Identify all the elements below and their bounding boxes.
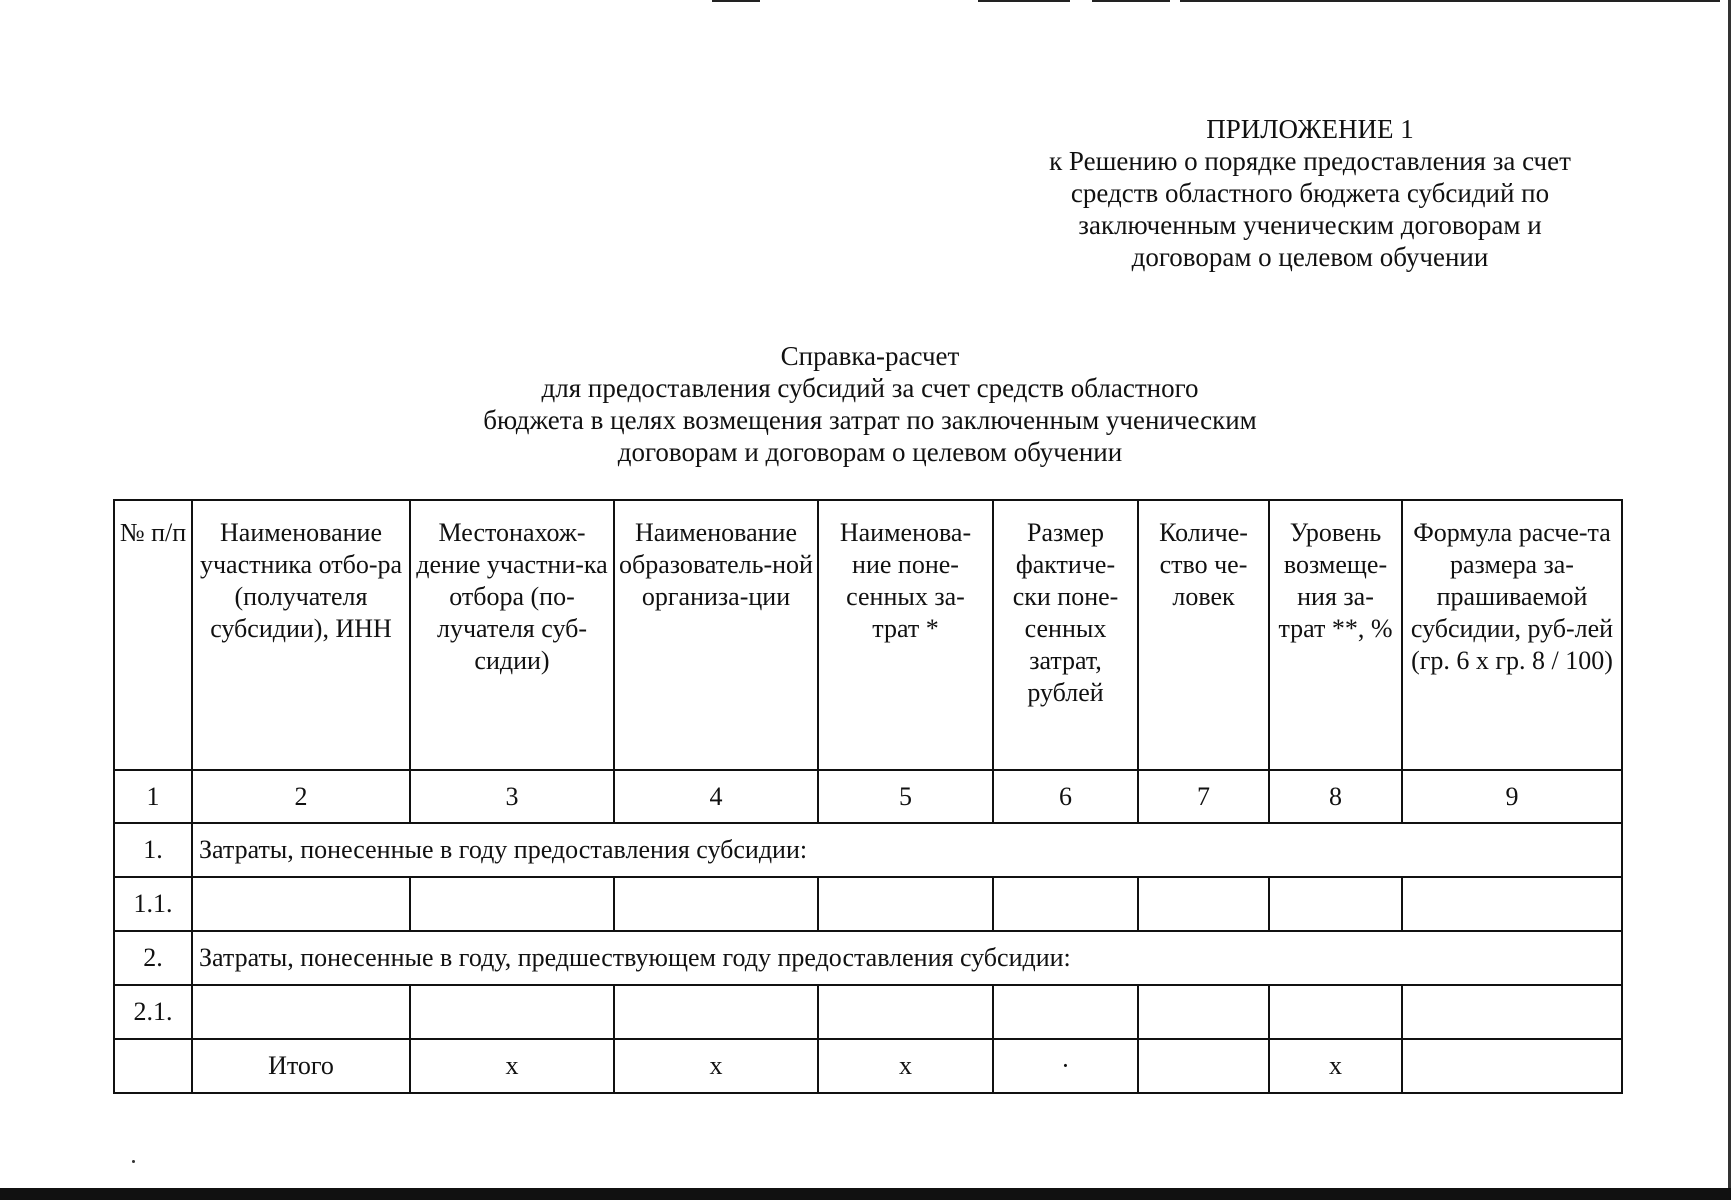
column-number: 8 (1269, 770, 1402, 823)
column-number: 9 (1402, 770, 1622, 823)
table-cell (993, 877, 1138, 931)
appendix-title: ПРИЛОЖЕНИЕ 1 (1206, 114, 1414, 144)
table-cell (614, 877, 818, 931)
table-cell (818, 877, 993, 931)
table-cell (192, 985, 410, 1039)
appendix-line: заключенным ученическим договорам и (1078, 210, 1542, 240)
section-number: 1. (114, 823, 192, 877)
row-number: 2.1. (114, 985, 192, 1039)
total-cell: х (410, 1039, 614, 1093)
total-cell (1138, 1039, 1269, 1093)
table-cell (410, 877, 614, 931)
row-number: 1.1. (114, 877, 192, 931)
column-header: Наименование участника отбо-ра (получателя субсидии), ИНН (192, 500, 410, 770)
total-row (114, 1039, 1622, 1093)
appendix-line: средств областного бюджета субсидий по (1070, 178, 1550, 208)
document-subtitle-line: договорам и договорам о целевом обучении (617, 437, 1123, 467)
scan-edge-bottom (0, 1188, 1731, 1200)
section-row (114, 931, 1622, 985)
total-cell: х (1269, 1039, 1402, 1093)
scan-artifact-line (978, 0, 1070, 2)
column-header: Уровень возмеще-ния за-трат **, % (1269, 500, 1402, 770)
column-header: Размер фактиче-ски поне-сенных затрат, рублей (993, 500, 1138, 770)
total-cell: х (614, 1039, 818, 1093)
table-row (114, 985, 1622, 1039)
table-cell (993, 985, 1138, 1039)
column-number: 7 (1138, 770, 1269, 823)
column-header: Наименова-ние поне-сенных за-трат * (818, 500, 993, 770)
total-label: Итого (192, 1039, 410, 1093)
section-number: 2. (114, 931, 192, 985)
appendix-line: договорам о целевом обучении (1131, 242, 1489, 272)
table-cell (1402, 985, 1622, 1039)
table-cell (614, 985, 818, 1039)
table-cell (410, 985, 614, 1039)
column-header: Местонахож-дение участни-ка отбора (по-лучателя суб-сидии) (410, 500, 614, 770)
calculation-table (113, 499, 1623, 1094)
appendix-header (1030, 113, 1590, 273)
column-header: Формула расче-та размера за-прашиваемой субсидии, руб-лей (гр. 6 х гр. 8 / 100) (1402, 500, 1622, 770)
appendix-line: к Решению о порядке предоставления за счет (1049, 146, 1571, 176)
column-number: 2 (192, 770, 410, 823)
scan-speck (132, 1160, 135, 1163)
scan-artifact-line (1092, 0, 1170, 2)
section-label: Затраты, понесенные в году предоставления субсидии: (192, 823, 1622, 877)
total-cell (1402, 1039, 1622, 1093)
document-title: Справка-расчет (780, 341, 960, 371)
table-cell (1402, 877, 1622, 931)
total-cell (114, 1039, 192, 1093)
table-header-row (114, 500, 1622, 770)
column-number-row (114, 770, 1622, 823)
document-subtitle-line: бюджета в целях возмещения затрат по заключенным ученическим (483, 405, 1257, 435)
table-cell (1269, 985, 1402, 1039)
total-cell: · (993, 1039, 1138, 1093)
column-number: 3 (410, 770, 614, 823)
scan-artifact-line (712, 0, 760, 2)
column-number: 5 (818, 770, 993, 823)
table-cell (192, 877, 410, 931)
column-header: Количе-ство че-ловек (1138, 500, 1269, 770)
section-row (114, 823, 1622, 877)
table-cell (818, 985, 993, 1039)
total-cell: х (818, 1039, 993, 1093)
table-cell (1138, 985, 1269, 1039)
table-cell (1138, 877, 1269, 931)
scan-artifact-line (1180, 0, 1720, 2)
column-header: № п/п (114, 500, 192, 770)
document-subtitle-line: для предоставления субсидий за счет средств областного (541, 373, 1199, 403)
table-row (114, 877, 1622, 931)
column-header: Наименование образователь-ной организа-ции (614, 500, 818, 770)
column-number: 4 (614, 770, 818, 823)
section-label: Затраты, понесенные в году, предшествующем году предоставления субсидии: (192, 931, 1622, 985)
column-number: 6 (993, 770, 1138, 823)
table-cell (1269, 877, 1402, 931)
column-number: 1 (114, 770, 192, 823)
document-heading (400, 340, 1340, 468)
